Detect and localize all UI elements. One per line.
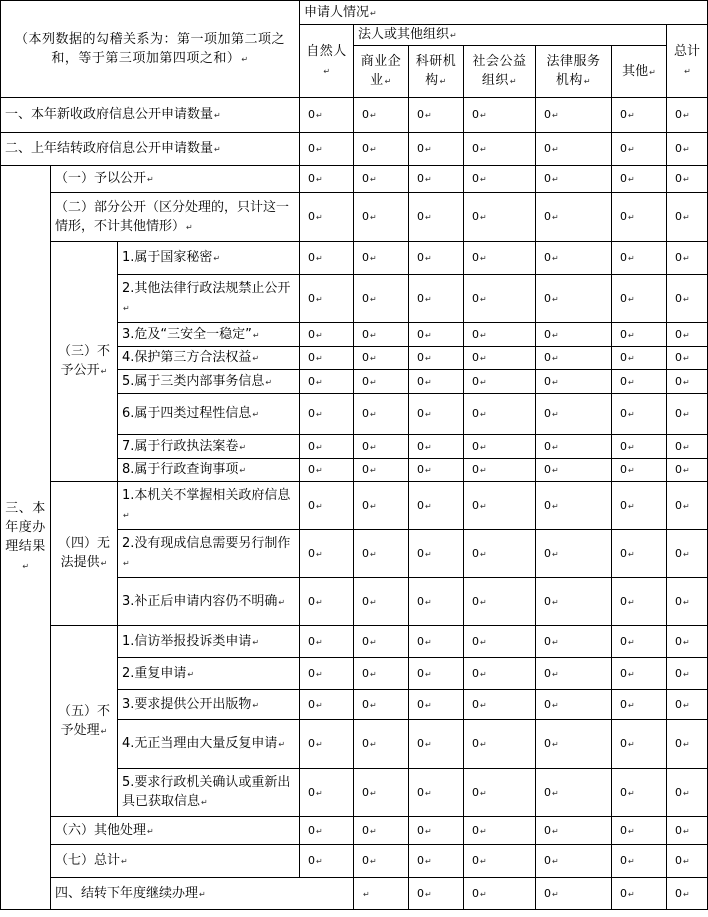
item-needs-creation: 2.没有现成信息需要另行制作↵ — [118, 530, 300, 578]
cell-business: 0↵ — [354, 370, 409, 394]
cell-other: 0↵ — [612, 394, 667, 435]
cell-legal: 0↵ — [536, 166, 612, 193]
cell-social: 0↵ — [464, 323, 536, 347]
group-unable-provide: （四）无法提供↵ — [51, 482, 118, 626]
cell-business: 0↵ — [409, 878, 464, 910]
cell-social: 0↵ — [464, 133, 536, 166]
cell-business: 0↵ — [354, 690, 409, 720]
cell-legal: 0↵ — [536, 690, 612, 720]
cell-natural: 0↵ — [300, 98, 354, 133]
cell-natural: 0↵ — [300, 769, 354, 817]
cell-total: 0↵ — [667, 275, 708, 323]
cell-business: 0↵ — [354, 323, 409, 347]
cell-research: 0↵ — [409, 275, 464, 323]
cell-other: 0↵ — [612, 275, 667, 323]
cell-business: 0↵ — [354, 435, 409, 459]
item-enforcement-files: 7.属于行政执法案卷↵ — [118, 435, 300, 459]
item-repeat: 2.重复申请↵ — [118, 658, 300, 690]
cell-business: 0↵ — [354, 658, 409, 690]
cell-natural: 0↵ — [300, 690, 354, 720]
cell-natural: 0↵ — [300, 435, 354, 459]
cell-other: 0↵ — [612, 578, 667, 626]
cell-natural: 0↵ — [300, 323, 354, 347]
cell-research: 0↵ — [409, 817, 464, 845]
cell-total: 0↵ — [667, 720, 708, 769]
cell-business: 0↵ — [354, 347, 409, 370]
cell-research: 0↵ — [409, 193, 464, 242]
cell-natural: 0↵ — [300, 817, 354, 845]
cell-total: 0↵ — [667, 166, 708, 193]
cell-total: 0↵ — [667, 482, 708, 530]
cell-social: 0↵ — [464, 578, 536, 626]
cell-business: 0↵ — [354, 578, 409, 626]
header-other: 其他↵ — [612, 46, 667, 98]
cell-business: 0↵ — [354, 275, 409, 323]
cell-natural: 0↵ — [300, 482, 354, 530]
section-carry-next-year: 四、结转下年度继续办理↵ — [51, 878, 354, 910]
cell-total: 0↵ — [667, 347, 708, 370]
cell-total: 0↵ — [667, 394, 708, 435]
group-disclose: （一）予以公开↵ — [51, 166, 300, 193]
cell-research: 0↵ — [409, 626, 464, 658]
cell-other: 0↵ — [612, 658, 667, 690]
cell-research: 0↵ — [409, 720, 464, 769]
cell-research: 0↵ — [409, 435, 464, 459]
cell-research: 0↵ — [409, 133, 464, 166]
cell-other: 0↵ — [612, 166, 667, 193]
cell-legal: 0↵ — [536, 435, 612, 459]
cell-total: 0↵ — [667, 817, 708, 845]
cell-other: 0↵ — [612, 242, 667, 275]
cell-legal: 0↵ — [536, 133, 612, 166]
cell-business: 0↵ — [354, 166, 409, 193]
cell-social: 0↵ — [464, 242, 536, 275]
cell-other: 0↵ — [612, 769, 667, 817]
header-applicant-group: 申请人情况↵ — [300, 1, 708, 25]
cell-natural: 0↵ — [300, 459, 354, 482]
cell-social: 0↵ — [464, 626, 536, 658]
cell-social: 0↵ — [464, 98, 536, 133]
cell-social: 0↵ — [464, 690, 536, 720]
header-natural-person: 自然人↵ — [300, 25, 354, 98]
cell-business: 0↵ — [354, 817, 409, 845]
cell-natural: 0↵ — [300, 394, 354, 435]
cell-natural: ↵ — [354, 878, 409, 910]
cell-legal: 0↵ — [536, 658, 612, 690]
group-not-disclose: （三）不予公开↵ — [51, 242, 118, 482]
cell-research: 0↵ — [409, 242, 464, 275]
cell-total: 0↵ — [667, 626, 708, 658]
cell-legal: 0↵ — [536, 323, 612, 347]
cell-business: 0↵ — [354, 482, 409, 530]
cell-research: 0↵ — [409, 690, 464, 720]
header-legal-service: 法律服务机构↵ — [536, 46, 612, 98]
header-total: 总计↵ — [667, 25, 708, 98]
cell-total: 0↵ — [667, 459, 708, 482]
cell-business: 0↵ — [354, 133, 409, 166]
group-partial-disclose: （二）部分公开（区分处理的，只计这一情形，不计其他情形）↵ — [51, 193, 300, 242]
cell-social: 0↵ — [464, 166, 536, 193]
cell-total: 0↵ — [667, 370, 708, 394]
cell-natural: 0↵ — [300, 166, 354, 193]
cell-natural: 0↵ — [300, 626, 354, 658]
cell-social: 0↵ — [464, 193, 536, 242]
cell-business: 0↵ — [354, 98, 409, 133]
cell-natural: 0↵ — [300, 133, 354, 166]
section-carried-over: 二、上年结转政府信息公开申请数量↵ — [1, 133, 300, 166]
cell-total: 0↵ — [667, 323, 708, 347]
cell-legal: 0↵ — [612, 878, 667, 910]
cell-other: 0↵ — [612, 845, 667, 878]
cell-other: 0↵ — [612, 370, 667, 394]
cell-other: 0↵ — [612, 193, 667, 242]
cell-other: 0↵ — [612, 435, 667, 459]
item-third-party: 4.保护第三方合法权益↵ — [118, 347, 300, 370]
cell-research: 0↵ — [409, 482, 464, 530]
cell-social: 0↵ — [464, 347, 536, 370]
cell-natural: 0↵ — [300, 347, 354, 370]
cell-total: 0↵ — [667, 845, 708, 878]
cell-social: 0↵ — [464, 370, 536, 394]
section-new-requests: 一、本年新收政府信息公开申请数量↵ — [1, 98, 300, 133]
cell-business: 0↵ — [354, 626, 409, 658]
cell-total: 0↵ — [667, 578, 708, 626]
item-state-secret: 1.属于国家秘密↵ — [118, 242, 300, 275]
item-process-info: 6.属于四类过程性信息↵ — [118, 394, 300, 435]
cell-social: 0↵ — [464, 658, 536, 690]
item-publications: 3.要求提供公开出版物↵ — [118, 690, 300, 720]
cell-total: 0↵ — [667, 658, 708, 690]
cell-other: 0↵ — [612, 720, 667, 769]
group-not-process: （五）不予处理↵ — [51, 626, 118, 817]
cell-social: 0↵ — [536, 878, 612, 910]
cell-research: 0↵ — [464, 878, 536, 910]
header-social: 社会公益组织↵ — [464, 46, 536, 98]
cell-other: 0↵ — [612, 459, 667, 482]
cell-business: 0↵ — [354, 845, 409, 878]
cell-total: 0↵ — [667, 530, 708, 578]
cell-legal: 0↵ — [536, 769, 612, 817]
cell-legal: 0↵ — [536, 482, 612, 530]
header-legal-group: 法人或其他组织↵ — [354, 25, 667, 46]
item-petition: 1.信访举报投诉类申请↵ — [118, 626, 300, 658]
cell-social: 0↵ — [464, 459, 536, 482]
cell-research: 0↵ — [409, 530, 464, 578]
cell-legal: 0↵ — [536, 578, 612, 626]
cell-social: 0↵ — [464, 530, 536, 578]
cell-research: 0↵ — [409, 394, 464, 435]
cell-social: 0↵ — [464, 845, 536, 878]
cell-business: 0↵ — [354, 769, 409, 817]
cell-legal: 0↵ — [536, 242, 612, 275]
cell-legal: 0↵ — [536, 817, 612, 845]
cell-other: 0↵ — [612, 347, 667, 370]
cell-research: 0↵ — [409, 98, 464, 133]
cell-total: 0↵ — [667, 769, 708, 817]
cell-total: 0↵ — [667, 690, 708, 720]
cell-research: 0↵ — [409, 166, 464, 193]
cell-research: 0↵ — [409, 845, 464, 878]
cell-social: 0↵ — [464, 720, 536, 769]
header-research: 科研机构↵ — [409, 46, 464, 98]
cell-legal: 0↵ — [536, 275, 612, 323]
cell-total: 0↵ — [667, 242, 708, 275]
cell-natural: 0↵ — [300, 720, 354, 769]
cell-legal: 0↵ — [536, 626, 612, 658]
cell-research: 0↵ — [409, 658, 464, 690]
cell-social: 0↵ — [464, 817, 536, 845]
cell-legal: 0↵ — [536, 370, 612, 394]
cell-research: 0↵ — [409, 459, 464, 482]
cell-natural: 0↵ — [300, 845, 354, 878]
cell-natural: 0↵ — [300, 275, 354, 323]
cell-natural: 0↵ — [300, 530, 354, 578]
cell-research: 0↵ — [409, 370, 464, 394]
cell-other: 0↵ — [612, 133, 667, 166]
section-results: 三、本年度办理结果↵ — [1, 166, 51, 910]
cell-business: 0↵ — [354, 193, 409, 242]
cell-total: 0↵ — [667, 98, 708, 133]
cell-other: 0↵ — [612, 98, 667, 133]
cell-other: 0↵ — [612, 690, 667, 720]
cell-social: 0↵ — [464, 394, 536, 435]
cell-other: 0↵ — [612, 323, 667, 347]
cell-research: 0↵ — [409, 578, 464, 626]
cell-other: 0↵ — [612, 817, 667, 845]
cell-research: 0↵ — [409, 323, 464, 347]
item-mass-repeat: 4.无正当理由大量反复申请↵ — [118, 720, 300, 769]
header-note: （本列数据的勾稽关系为：第一项加第二项之和，等于第三项加第四项之和）↵ — [1, 1, 300, 98]
item-three-security: 3.危及“三安全一稳定”↵ — [118, 323, 300, 347]
item-still-unclear: 3.补正后申请内容仍不明确↵ — [118, 578, 300, 626]
cell-natural: 0↵ — [300, 242, 354, 275]
cell-natural: 0↵ — [300, 370, 354, 394]
cell-natural: 0↵ — [300, 658, 354, 690]
header-business: 商业企业↵ — [354, 46, 409, 98]
group-other-handling: （六）其他处理↵ — [51, 817, 300, 845]
cell-legal: 0↵ — [536, 347, 612, 370]
cell-legal: 0↵ — [536, 720, 612, 769]
cell-business: 0↵ — [354, 394, 409, 435]
cell-business: 0↵ — [354, 242, 409, 275]
cell-research: 0↵ — [409, 769, 464, 817]
cell-social: 0↵ — [464, 482, 536, 530]
cell-legal: 0↵ — [536, 394, 612, 435]
cell-legal: 0↵ — [536, 193, 612, 242]
cell-social: 0↵ — [464, 769, 536, 817]
cell-legal: 0↵ — [536, 845, 612, 878]
group-total: （七）总计↵ — [51, 845, 300, 878]
cell-other: 0↵ — [612, 530, 667, 578]
cell-legal: 0↵ — [536, 459, 612, 482]
item-admin-query: 8.属于行政查询事项↵ — [118, 459, 300, 482]
cell-business: 0↵ — [354, 530, 409, 578]
cell-total: 0↵ — [667, 435, 708, 459]
cell-total: 0↵ — [667, 133, 708, 166]
cell-legal: 0↵ — [536, 98, 612, 133]
item-reconfirm: 5.要求行政机关确认或重新出具已获取信息↵ — [118, 769, 300, 817]
cell-natural: 0↵ — [300, 578, 354, 626]
cell-legal: 0↵ — [536, 530, 612, 578]
item-internal-affairs: 5.属于三类内部事务信息↵ — [118, 370, 300, 394]
cell-business: 0↵ — [354, 720, 409, 769]
cell-social: 0↵ — [464, 435, 536, 459]
item-law-prohibited: 2.其他法律行政法规禁止公开↵ — [118, 275, 300, 323]
cell-other: 0↵ — [667, 878, 708, 910]
cell-social: 0↵ — [464, 275, 536, 323]
cell-natural: 0↵ — [300, 193, 354, 242]
item-not-held: 1.本机关不掌握相关政府信息↵ — [118, 482, 300, 530]
cell-other: 0↵ — [612, 482, 667, 530]
cell-research: 0↵ — [409, 347, 464, 370]
cell-business: 0↵ — [354, 459, 409, 482]
cell-other: 0↵ — [612, 626, 667, 658]
cell-total: 0↵ — [667, 193, 708, 242]
